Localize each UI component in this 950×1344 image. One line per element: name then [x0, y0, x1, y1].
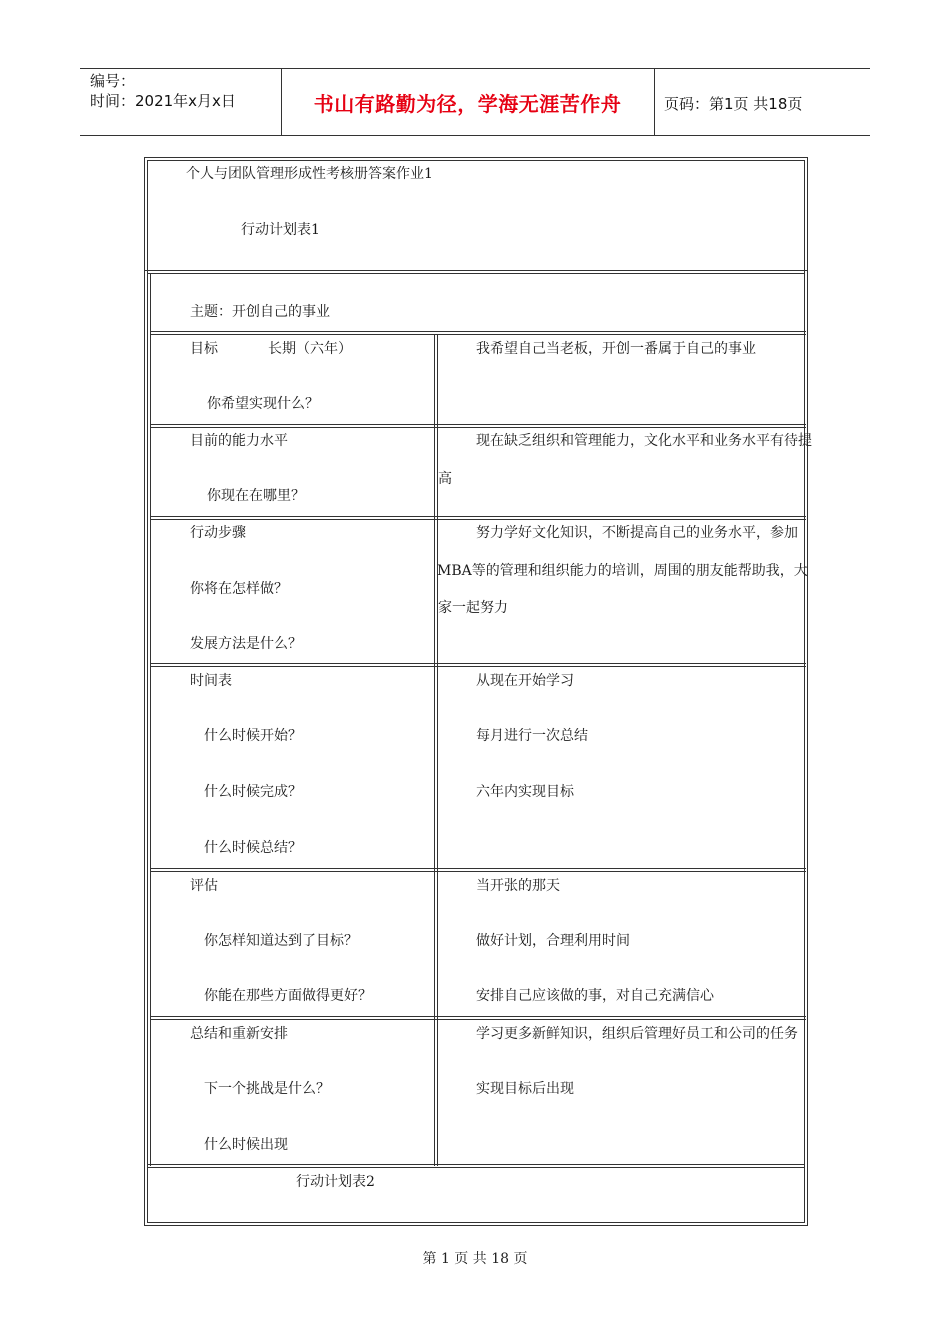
document-title: 个人与团队管理形成性考核册答案作业1 [186, 166, 433, 182]
header-top-rule [80, 68, 870, 69]
row-summary-answer-2: 实现目标后出现 [476, 1081, 574, 1097]
row-summary-label: 总结和重新安排 [190, 1026, 288, 1042]
header-page-info: 页码：第1页 共18页 [664, 95, 803, 113]
row-steps-question-2: 发展方法是什么？ [190, 636, 302, 652]
row-steps-answer-3: 家一起努力 [438, 600, 508, 616]
row-goal-label: 目标 [190, 341, 218, 357]
row-rule-1b [150, 427, 806, 428]
row-evaluation-label: 评估 [190, 878, 218, 894]
row-schedule-answer-3: 六年内实现目标 [476, 784, 574, 800]
row-summary-question-1: 下一个挑战是什么？ [204, 1081, 330, 1097]
row-rule-3 [150, 663, 806, 664]
inner-frame-bottom [147, 1222, 805, 1223]
row-schedule-label: 时间表 [190, 673, 232, 689]
row-steps-label: 行动步骤 [190, 525, 246, 541]
row-rule-5 [150, 1016, 806, 1017]
row-goal-answer: 我希望自己当老板，开创一番属于自己的事业 [476, 341, 756, 357]
header-motto: 书山有路勤为径，学海无涯苦作舟 [313, 92, 622, 116]
title-section-rule [144, 270, 808, 271]
row-schedule-question-1: 什么时候开始？ [204, 728, 302, 744]
row-steps-answer-2: MBA等的管理和组织能力的培训，周围的朋友能帮助我，大 [437, 563, 808, 579]
row-rule-6b [147, 1167, 805, 1168]
row-rule-1 [150, 424, 806, 425]
row-steps-answer-1: 努力学好文化知识，不断提高自己的业务水平，参加 [476, 525, 798, 541]
row-ability-label: 目前的能力水平 [190, 433, 288, 449]
row-ability-answer-1: 现在缺乏组织和管理能力，文化水平和业务水平有待提 [476, 433, 812, 449]
row-evaluation-question-2: 你能在那些方面做得更好？ [204, 988, 372, 1004]
row-rule-3b [150, 666, 806, 667]
plan2-title: 行动计划表2 [296, 1174, 375, 1190]
header-meta [90, 71, 236, 111]
row-rule-2 [150, 516, 806, 517]
row-evaluation-answer-1: 当开张的那天 [476, 878, 560, 894]
plan1-title: 行动计划表1 [241, 222, 320, 238]
theme-text: 主题：开创自己的事业 [190, 304, 330, 320]
column-divider-2 [437, 334, 438, 1166]
row-rule-2b [150, 519, 806, 520]
row-summary-answer-1: 学习更多新鲜知识，组织后管理好员工和公司的任务 [476, 1026, 798, 1042]
row-evaluation-question-1: 你怎样知道达到了目标？ [204, 933, 358, 949]
theme-rule-2 [150, 334, 806, 335]
row-evaluation-answer-2: 做好计划，合理利用时间 [476, 933, 630, 949]
theme-rule [150, 331, 806, 332]
row-rule-4 [150, 868, 806, 869]
row-rule-5b [150, 1019, 806, 1020]
number-label: 编号： [90, 72, 136, 90]
inner-frame-top [147, 160, 805, 161]
row-goal-sublabel: 长期（六年） [268, 341, 352, 357]
header-divider-right [654, 68, 655, 135]
table-left-edge [150, 273, 151, 1166]
inner-frame-left [147, 160, 148, 1223]
date-line: 时间：2021年x月x日 [90, 92, 236, 110]
row-ability-question: 你现在在哪里？ [207, 488, 305, 504]
row-summary-question-2: 什么时候出现 [204, 1137, 288, 1153]
row-schedule-answer-2: 每月进行一次总结 [476, 728, 588, 744]
row-schedule-question-2: 什么时候完成？ [204, 784, 302, 800]
row-steps-question-1: 你将在怎样做？ [190, 581, 288, 597]
header-bottom-rule [80, 135, 870, 136]
row-ability-answer-2: 高 [438, 471, 452, 487]
row-schedule-answer-1: 从现在开始学习 [476, 673, 574, 689]
row-schedule-question-3: 什么时候总结？ [204, 840, 302, 856]
page-footer: 第 1 页 共 18 页 [422, 1251, 528, 1267]
row-goal-question: 你希望实现什么？ [207, 396, 319, 412]
title-section-rule-2 [147, 273, 805, 274]
row-rule-6 [147, 1164, 805, 1165]
row-rule-4b [150, 871, 806, 872]
row-evaluation-answer-3: 安排自己应该做的事，对自己充满信心 [476, 988, 714, 1004]
column-divider [434, 334, 435, 1166]
inner-frame-right [804, 160, 805, 1223]
